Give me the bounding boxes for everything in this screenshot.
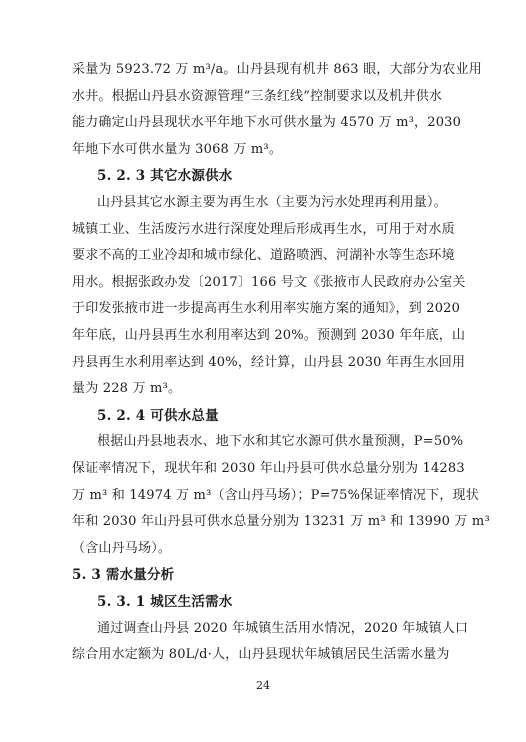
section-heading-5-3-1: 5. 3. 1 城区生活需水 <box>97 594 233 610</box>
body-text-line: 根据山丹县地表水、地下水和其它水源可供水量预测，P=50% <box>97 434 464 450</box>
section-heading-5-3: 5. 3 需水量分析 <box>72 567 175 584</box>
body-text-line: 量为 228 万 m³。 <box>72 381 182 397</box>
body-text-line: 年和 2030 年山丹县可供水总量分别为 13231 万 m³ 和 13990 万 m³ <box>72 514 490 530</box>
body-text-line: 城镇工业、生活废污水进行深度处理后形成再生水，可用于对水质 <box>72 221 455 237</box>
body-text-line: 水井。根据山丹县水资源管理“三条红线”控制要求以及机井供水 <box>72 88 443 104</box>
section-heading-5-2-3: 5. 2. 3 其它水源供水 <box>97 168 233 185</box>
body-text-line: 保证率情况下，现状年和 2030 年山丹县可供水总量分别为 14283 <box>72 461 465 476</box>
body-text-line: 要求不高的工业冷却和城市绿化、道路喷洒、河湖补水等生态环境 <box>72 248 455 264</box>
body-text-line: 能力确定山丹县现状水平年地下水可供水量为 4570 万 m³，2030 <box>72 115 462 131</box>
body-text-line: （含山丹马场）。 <box>72 540 172 556</box>
body-text-line: 通过调查山丹县 2020 年城镇生活用水情况，2020 年城镇人口 <box>97 620 469 636</box>
body-text-line: 年地下水可供水量为 3068 万 m³。 <box>72 141 283 157</box>
section-heading-5-2-4: 5. 2. 4 可供水总量 <box>97 407 219 424</box>
body-text-line: 综合用水定额为 80L/d·人，山丹县现状年城镇居民生活需水量为 <box>72 647 450 663</box>
body-text-line: 用水。根据张政办发〔2017〕166 号文《张掖市人民政府办公室关 <box>72 274 466 290</box>
body-text-line: 年年底，山丹县再生水利用率达到 20%。预测到 2030 年年底，山 <box>72 328 466 343</box>
page-number: 24 <box>256 679 270 692</box>
body-text-line: 于印发张掖市进一步提高再生水利用率实施方案的通知》，到 2020 <box>72 301 461 317</box>
body-text-line: 万 m³ 和 14974 万 m³（含山丹马场）；P=75%保证率情况下，现状 <box>72 487 479 503</box>
body-text-line: 采量为 5923.72 万 m³/a。山丹县现有机井 863 眼，大部分为农业用 <box>72 62 482 77</box>
body-text-line: 山丹县其它水源主要为再生水（主要为污水处理再利用量）。 <box>97 195 447 210</box>
body-text-line: 丹县再生水利用率达到 40%，经计算，山丹县 2030 年再生水回用 <box>72 354 466 370</box>
